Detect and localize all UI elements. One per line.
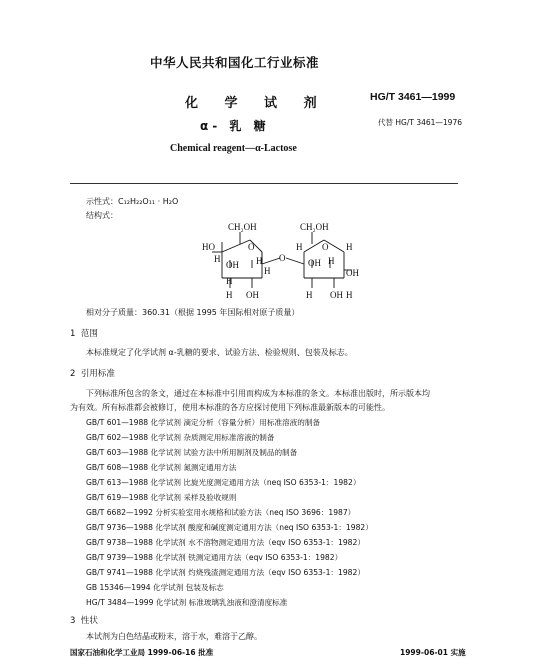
section-number: 1 — [70, 329, 76, 339]
section-title: 性状 — [80, 616, 98, 626]
reference-item: GB/T 9736—1988 化学试剂 酸度和碱度测定通用方法（neq ISO 6353-1：1982） — [86, 523, 373, 532]
reference-item: GB/T 608—1988 化学试剂 氮测定通用方法 — [86, 463, 237, 472]
structural-formula — [200, 220, 370, 308]
section-1-heading — [70, 327, 98, 339]
right-ring-o-label: O — [322, 242, 329, 252]
structure-label: 结构式： — [86, 211, 118, 220]
right-ring-h-label-c: H — [328, 256, 335, 266]
left-ring-h-label-c: H — [264, 266, 271, 276]
reference-item: GB/T 9738—1988 化学试剂 水不溶物测定通用方法（eqv ISO 6353-1：1982） — [86, 538, 365, 547]
ref-intro-line-1: 下列标准所包含的条文，通过在本标准中引用而构成为本标准的条文。本标准出版时，所示版本均 — [86, 389, 430, 398]
issuing-body: 中华人民共和国化工行业标准 — [150, 55, 320, 70]
left-ring-oh-bottom-label: OH — [246, 290, 259, 300]
properties-text: 本试剂为白色结晶或粉末，溶于水，难溶于乙醇。 — [86, 632, 262, 641]
left-ring-h-label-a: H — [214, 254, 221, 264]
left-ring-o-label: O — [248, 242, 255, 252]
approval-note: 国家石油和化学工业局 1999-06-16 批准 — [70, 648, 214, 657]
left-ring-h-label-e: H — [226, 290, 233, 300]
section-2-heading — [70, 367, 115, 379]
right-ring-h-label-d: H — [306, 290, 313, 300]
section-3-heading — [70, 614, 98, 626]
formula-label: 示性式： — [86, 197, 118, 206]
reference-item: GB/T 6682—1992 分析实验室用水规格和试验方法（neq ISO 3696：1987） — [86, 508, 356, 517]
formula-value: C₁₂H₂₂O₁₁ · H₂O — [118, 197, 179, 206]
section-title: 范围 — [80, 329, 98, 339]
left-ring-oh-label: OH — [226, 260, 239, 270]
standard-number: HG/T 3461—1999 — [370, 91, 456, 103]
english-title: Chemical reagent—α-Lactose — [170, 143, 297, 154]
molecular-weight: 相对分子质量：360.31（根据 1995 年国际相对原子质量） — [86, 308, 300, 317]
reference-item: GB/T 601—1988 化学试剂 滴定分析（容量分析）用标准溶液的制备 — [86, 418, 321, 427]
right-ring-top-label: CH₂OH — [300, 222, 329, 232]
right-ring-h-label-a: H — [296, 242, 303, 252]
header-divider — [70, 183, 458, 184]
scope-text: 本标准规定了化学试剂 α-乳糖的要求、试验方法、检验规则、包装及标志。 — [86, 348, 353, 357]
right-ring-oh-right-label: OH — [346, 268, 359, 278]
formula-line — [86, 196, 178, 207]
right-ring-oh-bottom-label: OH — [330, 290, 343, 300]
left-ring-h-label-d: H — [226, 276, 233, 286]
section-title: 引用标准 — [80, 369, 115, 379]
reference-item: GB/T 9741—1988 化学试剂 灼烧残渣测定通用方法（eqv ISO 6353-1：1982） — [86, 568, 365, 577]
glycosidic-o-label: O — [279, 253, 286, 263]
left-ring-top-label: CH₂OH — [228, 222, 257, 232]
reference-item: GB/T 603—1988 化学试剂 试验方法中所用制剂及制品的制备 — [86, 448, 298, 457]
document-subtitle: α- 乳 糖 — [200, 119, 270, 133]
reference-item: GB/T 613—1988 化学试剂 比旋光度测定通用方法（neq ISO 6353-1：1982） — [86, 478, 361, 487]
right-ring-h-label-b: H — [346, 242, 353, 252]
section-number: 2 — [70, 369, 76, 379]
reference-item: GB 15346—1994 化学试剂 包装及标志 — [86, 583, 224, 592]
implementation-date: 1999-06-01 实施 — [400, 648, 466, 657]
section-number: 3 — [70, 616, 76, 626]
ref-intro-line-2: 为有效。所有标准都会被修订，使用本标准的各方应探讨使用下列标准最新版本的可能性。 — [70, 403, 390, 412]
right-ring-h-label-e: H — [346, 290, 353, 300]
reference-item: GB/T 619—1988 化学试剂 采样及验收规则 — [86, 493, 237, 502]
reference-item: HG/T 3484—1999 化学试剂 标准玻璃乳浊液和澄清度标准 — [86, 598, 288, 607]
document-title: 化 学 试 剂 — [185, 96, 328, 111]
right-ring-oh-label: OH — [308, 258, 321, 268]
left-ring-h-label-b: H — [256, 256, 263, 266]
reference-item: GB/T 602—1988 化学试剂 杂质测定用标准溶液的制备 — [86, 433, 275, 442]
left-ring-ho-label: HO — [202, 242, 215, 252]
reference-item: GB/T 9739—1988 化学试剂 铁测定通用方法（eqv ISO 6353-1：1982） — [86, 553, 343, 562]
replaces-standard: 代替 HG/T 3461—1976 — [378, 118, 463, 127]
